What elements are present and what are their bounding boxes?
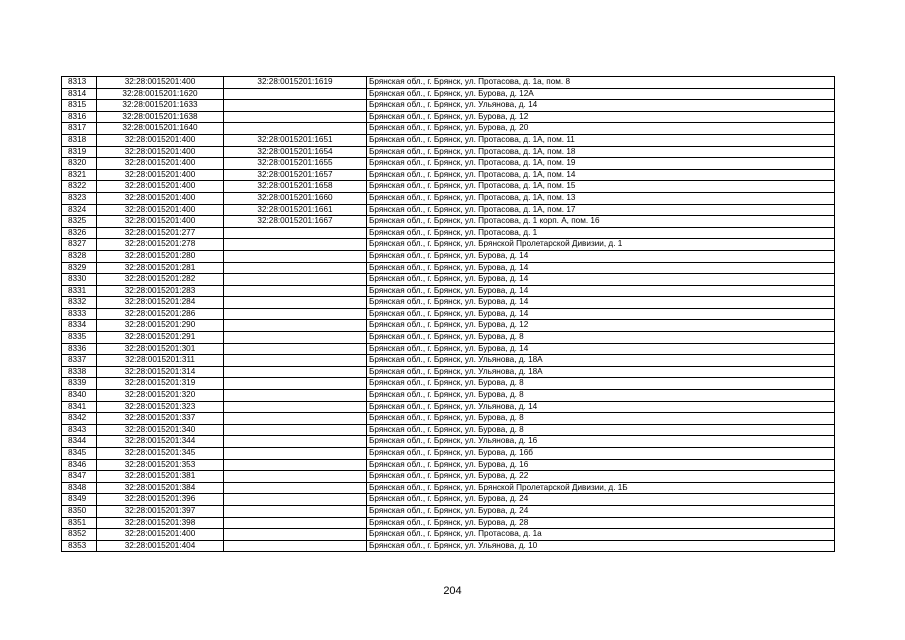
cadastral-number-cell xyxy=(224,505,367,517)
parent-cadastral-number-cell: 32:28:0015201:277 xyxy=(97,227,224,239)
row-number-cell: 8352 xyxy=(62,529,97,541)
address-cell: Брянская обл., г. Брянск, ул. Протасова, д. 1 xyxy=(367,227,835,239)
parent-cadastral-number-cell: 32:28:0015201:282 xyxy=(97,274,224,286)
table-row xyxy=(62,262,835,274)
row-number-cell: 8314 xyxy=(62,88,97,100)
cadastral-number-cell xyxy=(224,517,367,529)
cadastral-number-cell xyxy=(224,332,367,344)
address-cell: Брянская обл., г. Брянск, ул. Бурова, д. 14 xyxy=(367,250,835,262)
address-cell: Брянская обл., г. Брянск, ул. Ульянова, д. 14 xyxy=(367,100,835,112)
cadastral-number-cell xyxy=(224,250,367,262)
row-number-cell: 8341 xyxy=(62,401,97,413)
cadastral-number-cell xyxy=(224,285,367,297)
row-number-cell: 8331 xyxy=(62,285,97,297)
cadastral-number-cell xyxy=(224,471,367,483)
cadastral-number-cell xyxy=(224,540,367,552)
table-row xyxy=(62,482,835,494)
cadastral-number-cell: 32:28:0015201:1657 xyxy=(224,169,367,181)
table-row xyxy=(62,169,835,181)
table-row xyxy=(62,192,835,204)
address-cell: Брянская обл., г. Брянск, ул. Бурова, д. 8 xyxy=(367,390,835,402)
table-row xyxy=(62,274,835,286)
address-cell: Брянская обл., г. Брянск, ул. Бурова, д. 8 xyxy=(367,332,835,344)
cadastral-number-cell: 32:28:0015201:1667 xyxy=(224,216,367,228)
table-row xyxy=(62,355,835,367)
table-row xyxy=(62,100,835,112)
address-cell: Брянская обл., г. Брянск, ул. Бурова, д. 16б xyxy=(367,448,835,460)
cadastral-number-cell xyxy=(224,436,367,448)
address-cell: Брянская обл., г. Брянск, ул. Ульянова, д. 18А xyxy=(367,366,835,378)
address-cell: Брянская обл., г. Брянск, ул. Бурова, д. 12А xyxy=(367,88,835,100)
address-cell: Брянская обл., г. Брянск, ул. Бурова, д. 14 xyxy=(367,262,835,274)
parent-cadastral-number-cell: 32:28:0015201:397 xyxy=(97,505,224,517)
cadastral-number-cell xyxy=(224,297,367,309)
table-row xyxy=(62,308,835,320)
parent-cadastral-number-cell: 32:28:0015201:283 xyxy=(97,285,224,297)
table-row xyxy=(62,505,835,517)
address-cell: Брянская обл., г. Брянск, ул. Бурова, д. 24 xyxy=(367,505,835,517)
cadastral-number-cell: 32:28:0015201:1660 xyxy=(224,192,367,204)
address-cell: Брянская обл., г. Брянск, ул. Брянской Пролетарской Дивизии, д. 1 xyxy=(367,239,835,251)
address-cell: Брянская обл., г. Брянск, ул. Бурова, д. 14 xyxy=(367,274,835,286)
table-row xyxy=(62,401,835,413)
parent-cadastral-number-cell: 32:28:0015201:1640 xyxy=(97,123,224,135)
cadastral-number-cell: 32:28:0015201:1655 xyxy=(224,158,367,170)
row-number-cell: 8335 xyxy=(62,332,97,344)
table-row xyxy=(62,436,835,448)
address-cell: Брянская обл., г. Брянск, ул. Протасова, д. 1а xyxy=(367,529,835,541)
parent-cadastral-number-cell: 32:28:0015201:400 xyxy=(97,134,224,146)
row-number-cell: 8347 xyxy=(62,471,97,483)
row-number-cell: 8321 xyxy=(62,169,97,181)
cadastral-table xyxy=(61,76,835,552)
address-cell: Брянская обл., г. Брянск, ул. Бурова, д. 22 xyxy=(367,471,835,483)
table-row xyxy=(62,459,835,471)
cadastral-number-cell xyxy=(224,320,367,332)
parent-cadastral-number-cell: 32:28:0015201:278 xyxy=(97,239,224,251)
row-number-cell: 8351 xyxy=(62,517,97,529)
table-row xyxy=(62,134,835,146)
cadastral-number-cell: 32:28:0015201:1654 xyxy=(224,146,367,158)
address-cell: Брянская обл., г. Брянск, ул. Протасова, д. 1А, пом. 11 xyxy=(367,134,835,146)
address-cell: Брянская обл., г. Брянск, ул. Ульянова, д. 16 xyxy=(367,436,835,448)
row-number-cell: 8344 xyxy=(62,436,97,448)
row-number-cell: 8343 xyxy=(62,424,97,436)
parent-cadastral-number-cell: 32:28:0015201:400 xyxy=(97,216,224,228)
table-row xyxy=(62,390,835,402)
parent-cadastral-number-cell: 32:28:0015201:400 xyxy=(97,181,224,193)
address-cell: Брянская обл., г. Брянск, ул. Бурова, д. 8 xyxy=(367,378,835,390)
cadastral-number-cell xyxy=(224,529,367,541)
cadastral-number-cell xyxy=(224,390,367,402)
table-row xyxy=(62,227,835,239)
cadastral-number-cell xyxy=(224,366,367,378)
row-number-cell: 8317 xyxy=(62,123,97,135)
parent-cadastral-number-cell: 32:28:0015201:314 xyxy=(97,366,224,378)
table-row xyxy=(62,366,835,378)
parent-cadastral-number-cell: 32:28:0015201:323 xyxy=(97,401,224,413)
parent-cadastral-number-cell: 32:28:0015201:284 xyxy=(97,297,224,309)
table-row xyxy=(62,204,835,216)
row-number-cell: 8319 xyxy=(62,146,97,158)
row-number-cell: 8342 xyxy=(62,413,97,425)
cadastral-number-cell xyxy=(224,355,367,367)
row-number-cell: 8330 xyxy=(62,274,97,286)
address-cell: Брянская обл., г. Брянск, ул. Протасова, д. 1А, пом. 19 xyxy=(367,158,835,170)
address-cell: Брянская обл., г. Брянск, ул. Бурова, д. 8 xyxy=(367,413,835,425)
address-cell: Брянская обл., г. Брянск, ул. Брянской Пролетарской Дивизии, д. 1Б xyxy=(367,482,835,494)
cadastral-number-cell: 32:28:0015201:1619 xyxy=(224,77,367,89)
cadastral-number-cell xyxy=(224,378,367,390)
parent-cadastral-number-cell: 32:28:0015201:400 xyxy=(97,169,224,181)
page-number: 204 xyxy=(443,585,462,597)
row-number-cell: 8334 xyxy=(62,320,97,332)
row-number-cell: 8345 xyxy=(62,448,97,460)
table-row xyxy=(62,77,835,89)
cadastral-number-cell xyxy=(224,227,367,239)
address-cell: Брянская обл., г. Брянск, ул. Протасова, д. 1а, пом. 8 xyxy=(367,77,835,89)
address-cell: Брянская обл., г. Брянск, ул. Бурова, д. 24 xyxy=(367,494,835,506)
cadastral-number-cell: 32:28:0015201:1661 xyxy=(224,204,367,216)
address-cell: Брянская обл., г. Брянск, ул. Протасова, д. 1А, пом. 13 xyxy=(367,192,835,204)
address-cell: Брянская обл., г. Брянск, ул. Бурова, д. 14 xyxy=(367,343,835,355)
cadastral-number-cell xyxy=(224,343,367,355)
table-row xyxy=(62,529,835,541)
table-row xyxy=(62,285,835,297)
parent-cadastral-number-cell: 32:28:0015201:400 xyxy=(97,146,224,158)
table-row xyxy=(62,123,835,135)
cadastral-number-cell xyxy=(224,424,367,436)
table-row xyxy=(62,413,835,425)
row-number-cell: 8322 xyxy=(62,181,97,193)
cadastral-number-cell xyxy=(224,413,367,425)
table-row xyxy=(62,250,835,262)
parent-cadastral-number-cell: 32:28:0015201:404 xyxy=(97,540,224,552)
cadastral-number-cell xyxy=(224,459,367,471)
table-row xyxy=(62,471,835,483)
parent-cadastral-number-cell: 32:28:0015201:311 xyxy=(97,355,224,367)
address-cell: Брянская обл., г. Брянск, ул. Бурова, д. 14 xyxy=(367,308,835,320)
cadastral-number-cell xyxy=(224,111,367,123)
cadastral-number-cell xyxy=(224,401,367,413)
table-row xyxy=(62,494,835,506)
row-number-cell: 8350 xyxy=(62,505,97,517)
table-row xyxy=(62,332,835,344)
address-cell: Брянская обл., г. Брянск, ул. Ульянова, д. 10 xyxy=(367,540,835,552)
table-row xyxy=(62,88,835,100)
table-row xyxy=(62,378,835,390)
parent-cadastral-number-cell: 32:28:0015201:400 xyxy=(97,158,224,170)
cadastral-number-cell xyxy=(224,448,367,460)
parent-cadastral-number-cell: 32:28:0015201:280 xyxy=(97,250,224,262)
parent-cadastral-number-cell: 32:28:0015201:381 xyxy=(97,471,224,483)
address-cell: Брянская обл., г. Брянск, ул. Бурова, д. 20 xyxy=(367,123,835,135)
row-number-cell: 8318 xyxy=(62,134,97,146)
table-row xyxy=(62,158,835,170)
parent-cadastral-number-cell: 32:28:0015201:1638 xyxy=(97,111,224,123)
row-number-cell: 8339 xyxy=(62,378,97,390)
row-number-cell: 8315 xyxy=(62,100,97,112)
address-cell: Брянская обл., г. Брянск, ул. Протасова, д. 1А, пом. 18 xyxy=(367,146,835,158)
cadastral-number-cell xyxy=(224,123,367,135)
table-row xyxy=(62,448,835,460)
parent-cadastral-number-cell: 32:28:0015201:400 xyxy=(97,204,224,216)
row-number-cell: 8337 xyxy=(62,355,97,367)
parent-cadastral-number-cell: 32:28:0015201:290 xyxy=(97,320,224,332)
parent-cadastral-number-cell: 32:28:0015201:345 xyxy=(97,448,224,460)
address-cell: Брянская обл., г. Брянск, ул. Протасова, д. 1 корп. А, пом. 16 xyxy=(367,216,835,228)
cadastral-number-cell xyxy=(224,239,367,251)
cadastral-number-cell xyxy=(224,308,367,320)
cadastral-number-cell xyxy=(224,262,367,274)
cadastral-number-cell xyxy=(224,100,367,112)
table-row xyxy=(62,181,835,193)
row-number-cell: 8349 xyxy=(62,494,97,506)
parent-cadastral-number-cell: 32:28:0015201:286 xyxy=(97,308,224,320)
row-number-cell: 8348 xyxy=(62,482,97,494)
cadastral-number-cell: 32:28:0015201:1651 xyxy=(224,134,367,146)
address-cell: Брянская обл., г. Брянск, ул. Бурова, д. 8 xyxy=(367,424,835,436)
row-number-cell: 8323 xyxy=(62,192,97,204)
table-row xyxy=(62,146,835,158)
parent-cadastral-number-cell: 32:28:0015201:291 xyxy=(97,332,224,344)
address-cell: Брянская обл., г. Брянск, ул. Протасова, д. 1А, пом. 17 xyxy=(367,204,835,216)
row-number-cell: 8332 xyxy=(62,297,97,309)
parent-cadastral-number-cell: 32:28:0015201:340 xyxy=(97,424,224,436)
address-cell: Брянская обл., г. Брянск, ул. Ульянова, д. 18А xyxy=(367,355,835,367)
table-row xyxy=(62,343,835,355)
row-number-cell: 8316 xyxy=(62,111,97,123)
row-number-cell: 8320 xyxy=(62,158,97,170)
table-row xyxy=(62,216,835,228)
address-cell: Брянская обл., г. Брянск, ул. Протасова, д. 1А, пом. 15 xyxy=(367,181,835,193)
address-cell: Брянская обл., г. Брянск, ул. Бурова, д. 28 xyxy=(367,517,835,529)
parent-cadastral-number-cell: 32:28:0015201:301 xyxy=(97,343,224,355)
parent-cadastral-number-cell: 32:28:0015201:400 xyxy=(97,192,224,204)
table-row xyxy=(62,540,835,552)
parent-cadastral-number-cell: 32:28:0015201:400 xyxy=(97,529,224,541)
parent-cadastral-number-cell: 32:28:0015201:353 xyxy=(97,459,224,471)
table-row xyxy=(62,111,835,123)
parent-cadastral-number-cell: 32:28:0015201:344 xyxy=(97,436,224,448)
row-number-cell: 8325 xyxy=(62,216,97,228)
address-cell: Брянская обл., г. Брянск, ул. Бурова, д. 14 xyxy=(367,297,835,309)
row-number-cell: 8327 xyxy=(62,239,97,251)
parent-cadastral-number-cell: 32:28:0015201:396 xyxy=(97,494,224,506)
parent-cadastral-number-cell: 32:28:0015201:400 xyxy=(97,77,224,89)
address-cell: Брянская обл., г. Брянск, ул. Бурова, д. 14 xyxy=(367,285,835,297)
table-row xyxy=(62,239,835,251)
parent-cadastral-number-cell: 32:28:0015201:1633 xyxy=(97,100,224,112)
cadastral-number-cell xyxy=(224,482,367,494)
address-cell: Брянская обл., г. Брянск, ул. Ульянова, д. 14 xyxy=(367,401,835,413)
table-body xyxy=(62,77,835,552)
row-number-cell: 8353 xyxy=(62,540,97,552)
row-number-cell: 8328 xyxy=(62,250,97,262)
address-cell: Брянская обл., г. Брянск, ул. Протасова, д. 1А, пом. 14 xyxy=(367,169,835,181)
cadastral-number-cell xyxy=(224,88,367,100)
row-number-cell: 8326 xyxy=(62,227,97,239)
parent-cadastral-number-cell: 32:28:0015201:319 xyxy=(97,378,224,390)
address-cell: Брянская обл., г. Брянск, ул. Бурова, д. 16 xyxy=(367,459,835,471)
cadastral-number-cell xyxy=(224,494,367,506)
cadastral-number-cell xyxy=(224,274,367,286)
table-row xyxy=(62,424,835,436)
row-number-cell: 8340 xyxy=(62,390,97,402)
row-number-cell: 8336 xyxy=(62,343,97,355)
row-number-cell: 8333 xyxy=(62,308,97,320)
parent-cadastral-number-cell: 32:28:0015201:1620 xyxy=(97,88,224,100)
parent-cadastral-number-cell: 32:28:0015201:281 xyxy=(97,262,224,274)
cadastral-number-cell: 32:28:0015201:1658 xyxy=(224,181,367,193)
row-number-cell: 8324 xyxy=(62,204,97,216)
table-row xyxy=(62,517,835,529)
parent-cadastral-number-cell: 32:28:0015201:398 xyxy=(97,517,224,529)
row-number-cell: 8346 xyxy=(62,459,97,471)
address-cell: Брянская обл., г. Брянск, ул. Бурова, д. 12 xyxy=(367,111,835,123)
row-number-cell: 8329 xyxy=(62,262,97,274)
address-cell: Брянская обл., г. Брянск, ул. Бурова, д. 12 xyxy=(367,320,835,332)
parent-cadastral-number-cell: 32:28:0015201:320 xyxy=(97,390,224,402)
parent-cadastral-number-cell: 32:28:0015201:337 xyxy=(97,413,224,425)
table-row xyxy=(62,297,835,309)
parent-cadastral-number-cell: 32:28:0015201:384 xyxy=(97,482,224,494)
table-row xyxy=(62,320,835,332)
row-number-cell: 8313 xyxy=(62,77,97,89)
row-number-cell: 8338 xyxy=(62,366,97,378)
